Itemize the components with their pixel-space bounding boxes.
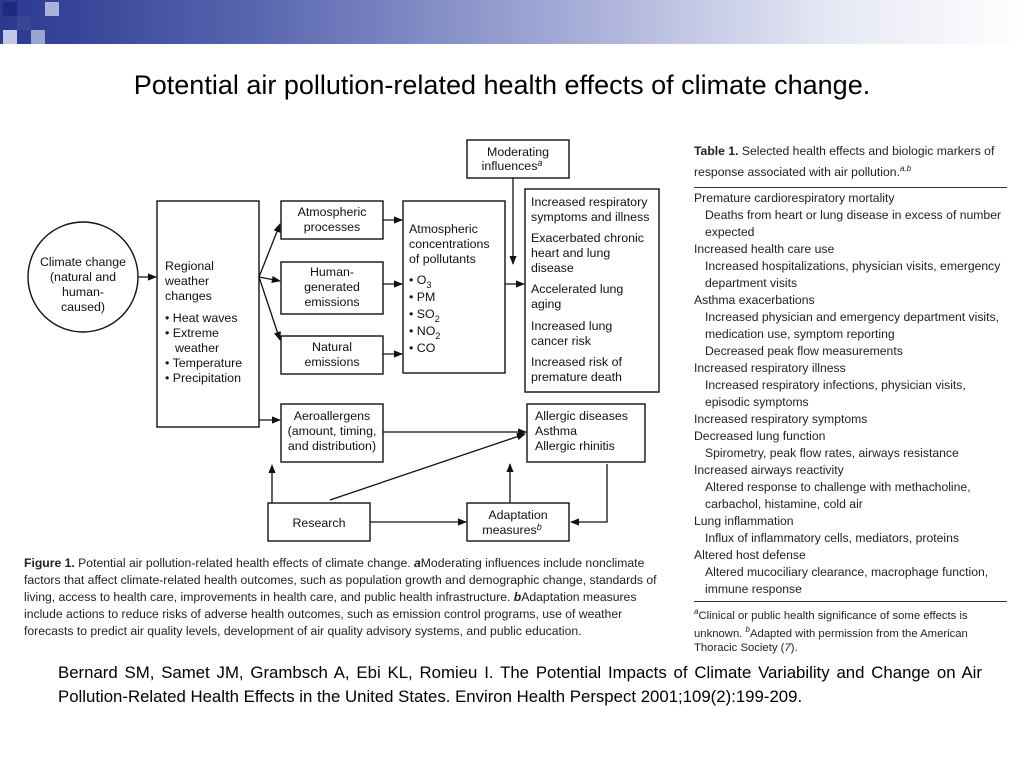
moderating-note: a (537, 158, 543, 168)
footnote-a: Clinical or public health significance of some effects is unknown. (694, 609, 968, 640)
header-square-2 (17, 16, 31, 30)
natural-emissions-label: Natural emissions (304, 340, 360, 369)
aeroallergens-label: Aeroallergens (amount, timing, and distribution) (287, 409, 377, 453)
header-gradient-band (0, 0, 1024, 44)
arrow-regional-to-processes (259, 224, 280, 277)
table-row-detail: Deaths from heart or lung disease in excess of number expected (705, 208, 1002, 240)
header-square-4 (45, 2, 59, 16)
adaptation-note: b (536, 522, 542, 532)
header-square-3 (31, 30, 45, 44)
pollutant-2: $SO_2$ (416, 307, 440, 324)
pollutant-list: • $O_3$ • PM • $SO_2$ • $NO_2$ • CO (409, 273, 441, 355)
atmospheric-processes-label: Atmospheric processes (297, 205, 367, 234)
climate-label: Climate change (natural and human-caused) (39, 255, 127, 314)
table-footnote: $^a$Clinical or public health significance of some effects is unknown. $^b$Adapted with permission from the American Thoracic Society (7). (694, 601, 1007, 655)
footnote-b: Adapted with permission from the American Thoracic Society ( (694, 627, 968, 654)
adaptation-label: Adaptation measures$^b$ (482, 508, 548, 537)
footnote-ref: 7 (784, 641, 791, 654)
table-row-detail: Increased physician and emergency department visits, medication use, symptom reporting (705, 310, 1000, 342)
slide-title: Potential air pollution-related health effects of climate change. (133, 70, 871, 100)
arrow-effects-to-adaptation (571, 464, 607, 522)
table-row-detail: Influx of inflammatory cells, mediators, proteins (705, 531, 960, 546)
table-row-detail: Altered response to challenge with methacholine, carbachol, histamine, cold air (705, 480, 971, 512)
table-row-detail: Spirometry, peak flow rates, airways resistance (705, 446, 959, 461)
table-row-heading: Altered host defense (694, 548, 806, 563)
table-1 (694, 143, 1007, 655)
table-row-heading: Lung inflammation (694, 514, 794, 529)
allergic-diseases-label: Allergic diseases Asthma Allergic rhinitis (535, 409, 628, 453)
table-row-detail: Increased hospitalizations, physician visits, emergency department visits (705, 259, 1001, 291)
table-row-heading: Increased airways reactivity (694, 463, 844, 478)
citation-reference: Bernard SM, Samet JM, Grambsch A, Ebi KL, Romieu I. The Potential Impacts of Climate Variability and Change on Air Pollution-Related Health Effects in the United States. Environ Health Perspect 2001;109(2):199-209. (58, 663, 982, 706)
pollutant-3: $NO_2$ (416, 324, 441, 341)
research-label: Research (292, 516, 346, 530)
moderating-label: Moderating influences$^a$ (481, 145, 549, 173)
table-body (694, 188, 1007, 598)
regional-bullets: • Heat waves • Extreme weather • Temperature • Precipitation (165, 311, 243, 385)
table-row-detail: Increased respiratory infections, physician visits, episodic symptoms (705, 378, 966, 410)
table-caption-text: Selected health effects and biologic markers of response associated with air pollution. (694, 144, 995, 180)
figure-label: Figure 1. (24, 556, 75, 570)
health-effects-label: Increased respiratory symptoms and illness Exacerbated chronic heart and lung disease Accelerated lung aging Increased lung cancer risk Increased risk of premature death (531, 195, 650, 384)
arrow-regional-to-human (259, 277, 280, 281)
pollutant-1: PM (416, 290, 436, 304)
header-square-5 (3, 30, 17, 44)
figure-caption: Figure 1. Potential air pollution-related health effects of climate change. aModerating influences include nonclimate factors that affect climate-related health outcomes, such as population growth and demographic change, standards of living, access to health care, improvements in health care, and public health infrastructure. bAdaptation measures include actions to reduce risks of adverse health outcomes, such as emission control programs, use of weather forecasts to predict air quality levels, development of air quality advisory systems, and public education. (24, 556, 657, 638)
table-row-heading: Decreased lung function (694, 429, 826, 444)
table-caption: Table 1. Selected health effects and biologic markers of response associated with air pollution.$^{a,b}$ (694, 143, 1007, 188)
header-square-1 (3, 2, 17, 16)
table-row-heading: Increased respiratory symptoms (694, 412, 868, 427)
table-row-detail: Decreased peak flow measurements (705, 344, 903, 359)
figure-caption-c: Adaptation measures include actions to reduce risks of adverse health outcomes, such as emission control programs, use of weather forecasts to predict air quality levels, development of air quality advisory systems, and public education. (24, 590, 637, 638)
table-row-detail: Altered mucociliary clearance, macrophage function, immune response (705, 565, 989, 597)
regional-label: Regional weather changes (165, 259, 214, 303)
flow-diagram (22, 134, 672, 544)
figure-caption-a: Potential air pollution-related health effects of climate change. (74, 556, 414, 570)
concentrations-label: Atmospheric concentrations of pollutants (409, 222, 490, 266)
footnote-end: ). (790, 641, 798, 654)
table-row-heading: Premature cardiorespiratory mortality (694, 191, 895, 206)
figure-caption-b: Moderating influences include nonclimate factors that affect climate-related health outcomes, such as population growth and demographic change, standards of living, access to health care, improvements in health care, and public health infrastructure. (24, 556, 657, 604)
table-row-heading: Asthma exacerbations (694, 293, 815, 308)
table-row-heading: Increased health care use (694, 242, 835, 257)
human-emissions-label: Human-generated emissions (304, 265, 360, 309)
table-row-heading: Increased respiratory illness (694, 361, 846, 376)
pollutant-4: CO (416, 341, 436, 355)
pollutant-0: $O_3$ (416, 273, 432, 290)
arrow-regional-to-natural (259, 277, 280, 340)
table-label: Table 1. (694, 144, 739, 158)
